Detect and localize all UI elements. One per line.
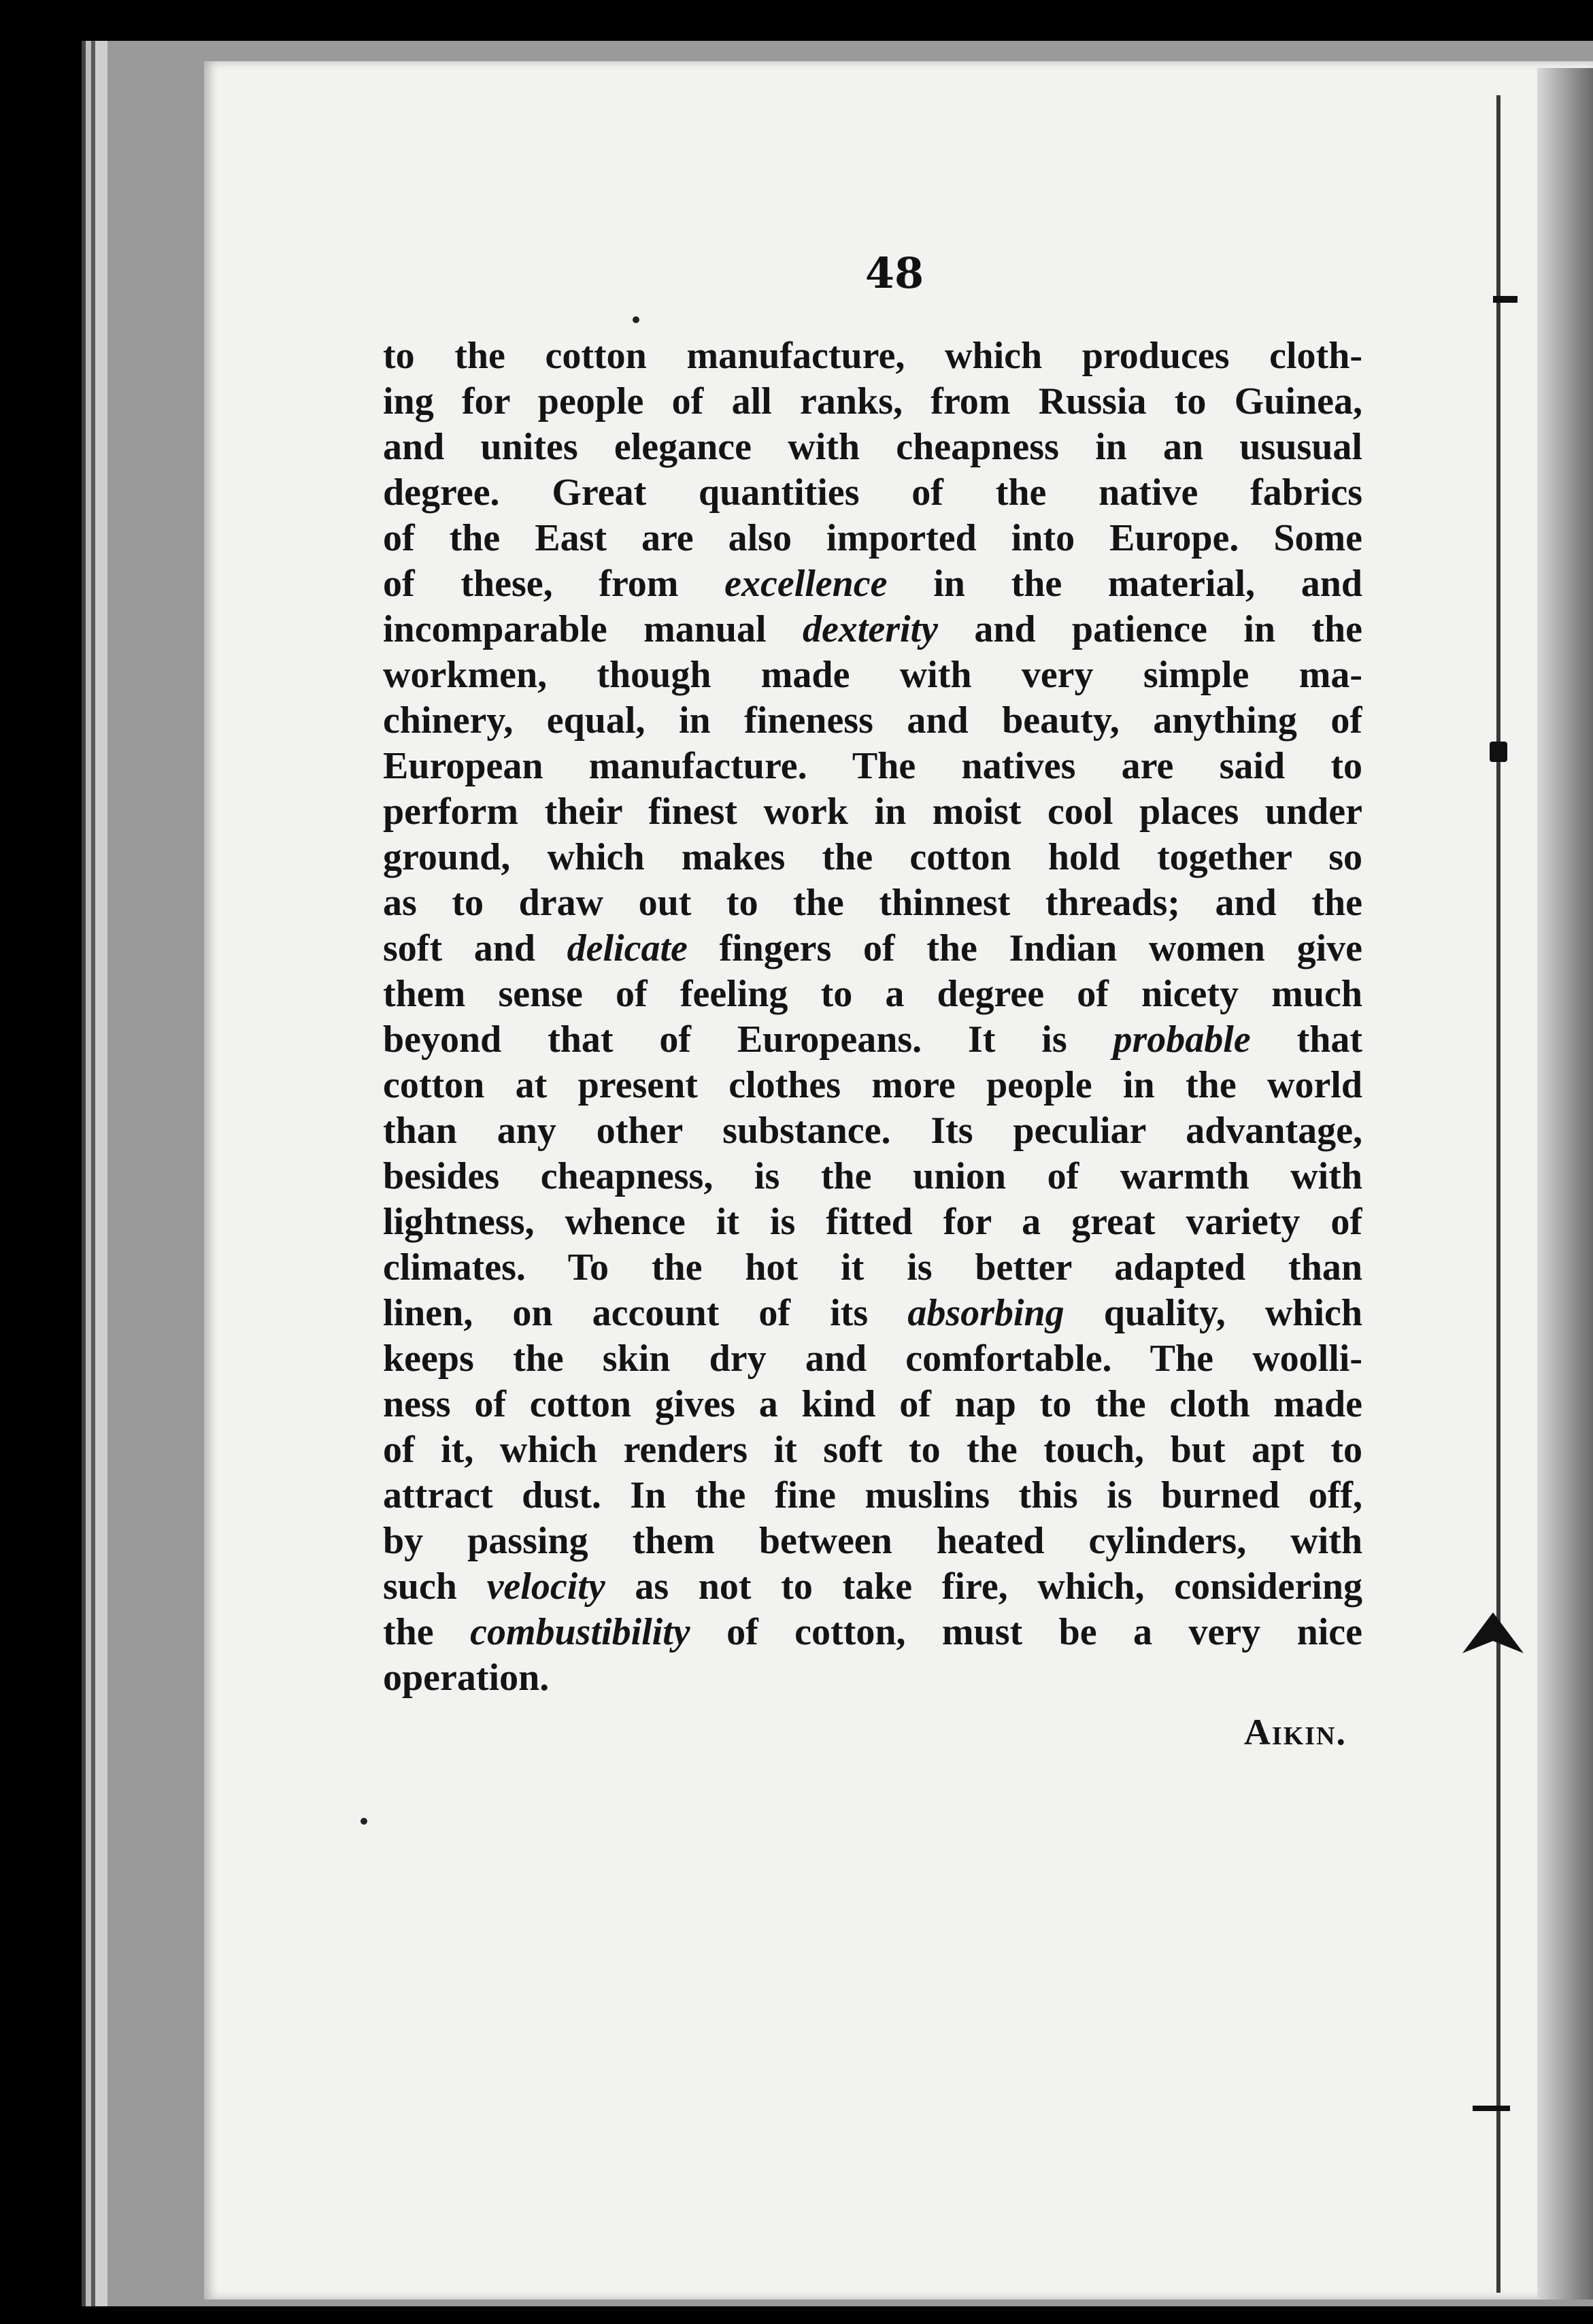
text-run: fingers of the Indian women give <box>687 927 1362 969</box>
text-run: cotton at present clothes more people in the world <box>383 1064 1362 1106</box>
text-run: by passing them between heated cylinders, with <box>383 1520 1362 1562</box>
text-line <box>383 1382 1362 1427</box>
text-run: perform their finest work in moist cool places under <box>383 791 1362 833</box>
italic-word: absorbing <box>907 1292 1064 1334</box>
text-line <box>383 789 1362 835</box>
text-run: chinery, equal, in fineness and beauty, anything of <box>383 699 1362 742</box>
text-run: to the cotton manufacture, which produces cloth- <box>383 335 1362 377</box>
text-run: degree. Great quantities of the native fabrics <box>383 471 1362 514</box>
text-run: that <box>1250 1018 1362 1061</box>
text-line <box>383 1473 1362 1518</box>
italic-word: excellence <box>724 563 888 605</box>
text-line <box>383 1610 1362 1655</box>
text-run: climates. To the hot it is better adapted than <box>383 1246 1362 1289</box>
text-run: attract dust. In the fine muslins this is burned off, <box>383 1474 1362 1516</box>
margin-mark <box>1473 2106 1510 2111</box>
text-run: of these, from <box>383 563 725 605</box>
text-line <box>383 698 1362 744</box>
text-run: European manufacture. The natives are said to <box>383 745 1362 787</box>
text-line <box>383 1291 1362 1336</box>
text-run: and patience in the <box>937 608 1362 650</box>
text-line <box>383 607 1362 652</box>
text-line <box>383 926 1362 972</box>
text-run: them sense of feeling to a degree of nicety much <box>383 973 1362 1015</box>
text-run: in the material, and <box>887 563 1362 605</box>
italic-word: delicate <box>567 927 688 969</box>
text-line <box>383 1017 1362 1063</box>
page-fold-shadow <box>1537 68 1593 2300</box>
text-line <box>383 1063 1362 1108</box>
text-line <box>383 972 1362 1017</box>
italic-word: velocity <box>486 1565 605 1608</box>
author-signature: Aikin. <box>1243 1712 1347 1753</box>
text-line <box>383 379 1362 425</box>
text-run: ing for people of all ranks, from Russia to Guinea, <box>383 380 1362 422</box>
margin-mark <box>1493 296 1517 303</box>
text-line <box>383 652 1362 698</box>
margin-mark <box>1490 742 1507 762</box>
ink-speck <box>360 1818 367 1825</box>
text-run: of cotton, must be a very nice <box>690 1611 1362 1653</box>
text-run: soft and <box>383 927 567 969</box>
text-run: incomparable manual <box>383 608 803 650</box>
text-run: the <box>383 1611 471 1653</box>
text-line <box>383 470 1362 516</box>
text-run: than any other substance. Its peculiar advantage, <box>383 1110 1362 1152</box>
text-line <box>383 744 1362 789</box>
text-line <box>383 1154 1362 1199</box>
text-run: beyond that of Europeans. It is <box>383 1018 1113 1061</box>
text-line <box>383 1108 1362 1154</box>
text-run: quality, which <box>1064 1292 1362 1334</box>
text-run: linen, on account of its <box>383 1292 908 1334</box>
text-line <box>383 1336 1362 1382</box>
text-line <box>383 1427 1362 1473</box>
text-run: as to draw out to the thinnest threads; and the <box>383 882 1362 924</box>
text-run: ground, which makes the cotton hold together so <box>383 836 1362 878</box>
text-run: lightness, whence it is fitted for a great variety of <box>383 1201 1362 1243</box>
text-run: ness of cotton gives a kind of nap to the cloth made <box>383 1383 1362 1425</box>
text-line <box>383 835 1362 880</box>
text-run: and unites elegance with cheapness in an ususual <box>383 426 1362 468</box>
body-text <box>383 333 1362 1789</box>
text-run: such <box>383 1565 487 1608</box>
text-run: besides cheapness, is the union of warmth with <box>383 1155 1362 1197</box>
text-line <box>383 333 1362 379</box>
text-run: operation. <box>383 1657 550 1699</box>
italic-word: dexterity <box>802 608 938 650</box>
text-run: of it, which renders it soft to the touch, but apt to <box>383 1429 1362 1471</box>
page-number: 48 <box>865 248 924 298</box>
text-line <box>383 1564 1362 1610</box>
text-line <box>383 1199 1362 1245</box>
italic-word: probable <box>1113 1018 1251 1061</box>
text-line <box>383 880 1362 926</box>
text-run: keeps the skin dry and comfortable. The woolli- <box>383 1338 1362 1380</box>
text-run: of the East are also imported into Europe. Some <box>383 517 1362 559</box>
italic-word: combustibility <box>470 1611 690 1653</box>
text-line <box>383 516 1362 561</box>
text-line <box>383 561 1362 607</box>
text-run: as not to take fire, which, considering <box>605 1565 1362 1608</box>
page-edge-line <box>1496 95 1500 2293</box>
text-line <box>383 1655 1362 1701</box>
text-run: workmen, though made with very simple ma- <box>383 654 1362 696</box>
text-line <box>383 1245 1362 1291</box>
ink-speck <box>633 316 639 323</box>
text-line <box>383 425 1362 470</box>
text-line <box>383 1518 1362 1564</box>
